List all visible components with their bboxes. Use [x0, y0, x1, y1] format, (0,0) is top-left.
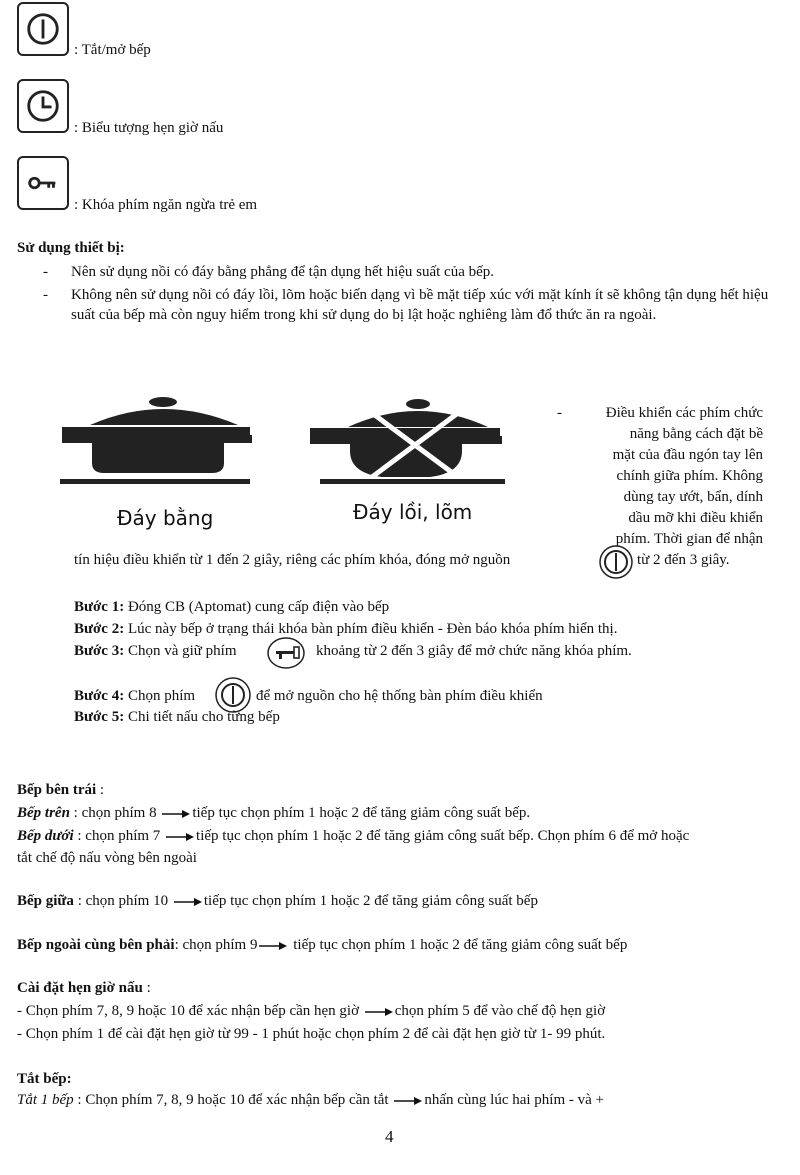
timer-heading: Cài đặt hẹn giờ nấu :	[17, 980, 151, 996]
timer-clock-icon	[24, 87, 62, 125]
curved-bottom-caption: Đáy lồi, lõm	[353, 500, 473, 524]
arrow-right-icon	[394, 1096, 422, 1106]
timer-key-box	[17, 79, 69, 133]
arrow-right-icon	[365, 1007, 393, 1017]
step-1: Bước 1: Đóng CB (Aptomat) cung cấp điện vào bếp	[74, 599, 390, 615]
bullet-dash: -	[43, 264, 48, 280]
left-burner-bottom-continued: tắt chế độ nấu vòng bên ngoài	[17, 850, 197, 866]
left-burner-top: Bếp trên : chọn phím 8 tiếp tục chọn phím 1 hoặc 2 để tăng giảm công suất bếp.	[17, 805, 531, 821]
middle-burner-line: Bếp giữa : chọn phím 10 tiếp tục chọn phím 1 hoặc 2 để tăng giảm công suất bếp	[17, 893, 538, 909]
step-4-continued: để mở nguồn cho hệ thống bàn phím điều khiển	[256, 688, 543, 704]
arrow-right-icon	[174, 897, 202, 907]
power-icon	[598, 544, 634, 580]
flat-bottom-caption: Đáy bằng	[117, 506, 214, 530]
step-2: Bước 2: Lúc này bếp ở trạng thái khóa bàn phím điều khiển - Đèn báo khóa phím hiển thị.	[74, 621, 618, 637]
left-burner-bottom: Bếp dưới : chọn phím 7 tiếp tục chọn phím 1 hoặc 2 để tăng giảm công suất bếp. Chọn phím 6 để mở hoặc	[17, 828, 690, 844]
power-icon	[24, 10, 62, 48]
arrow-right-icon	[166, 832, 194, 842]
arrow-right-icon	[259, 941, 287, 951]
control-column-line: phím. Thời gian để nhận	[615, 531, 763, 547]
step-3-continued: khoảng từ 2 đến 3 giây để mở chức năng khóa phím.	[316, 643, 632, 659]
timer-line-2: - Chọn phím 1 để cài đặt hẹn giờ từ 99 - 1 phút hoặc chọn phím 2 để cài đặt hẹn giờ từ 1- 99 phút.	[17, 1026, 606, 1042]
control-dash: -	[557, 405, 562, 421]
control-continuation-text: tín hiệu điều khiển từ 1 đến 2 giây, riêng các phím khóa, đóng mở nguồn	[74, 552, 511, 568]
control-column-line: chính giữa phím. Không	[616, 468, 763, 484]
step-5: Bước 5: Chi tiết nấu cho từng bếp	[74, 709, 280, 725]
flat-bottom-pot-illustration	[52, 395, 252, 490]
usage-bullet-2: Không nên sử dụng nồi có đáy lồi, lõm hoặc biến dạng vì bề mặt tiếp xúc với mặt kính ít sẽ không tận dụng hết hiệu suất của bếp mà còn nguy hiểm trong khi sử dụng do bị lật hoặc nghiêng làm đổ thức ăn ra ngoài.	[71, 287, 769, 323]
timer-line-1: - Chọn phím 7, 8, 9 hoặc 10 để xác nhận bếp cần hẹn giờ chọn phím 5 để vào chế độ hẹn giờ	[17, 1003, 606, 1019]
bullet-dash: -	[43, 287, 48, 303]
power-key-box	[17, 2, 69, 56]
step-4: Bước 4: Chọn phím	[74, 688, 196, 704]
control-continuation-end: từ 2 đến 3 giây.	[637, 552, 730, 568]
arrow-right-icon	[162, 809, 190, 819]
curved-bottom-pot-illustration	[300, 395, 505, 490]
key-lock-key-box	[17, 156, 69, 210]
page-number: 4	[385, 1127, 394, 1146]
control-column-line: năng bằng cách đặt bề	[629, 426, 763, 442]
control-column-line: dùng tay ướt, bẩn, dính	[623, 489, 763, 505]
timer-icon-label: : Biểu tượng hẹn giờ nấu	[74, 120, 224, 136]
usage-heading: Sử dụng thiết bị:	[17, 240, 125, 256]
key-lock-icon	[266, 636, 306, 670]
usage-bullet-1: Nên sử dụng nồi có đáy bằng phẳng để tận dụng hết hiệu suất của bếp.	[71, 264, 495, 280]
left-burner-heading: Bếp bên trái :	[17, 782, 105, 798]
off-heading: Tắt bếp:	[17, 1071, 72, 1087]
control-column-line: mặt của đầu ngón tay lên	[612, 447, 763, 463]
control-column-line: dầu mỡ khi điều khiển	[628, 510, 763, 526]
power-icon-label: : Tắt/mở bếp	[74, 42, 151, 58]
right-burner-line: Bếp ngoài cùng bên phải: chọn phím 9 tiếp tục chọn phím 1 hoặc 2 để tăng giảm công suất bếp	[17, 937, 628, 953]
key-lock-icon	[24, 164, 62, 202]
off-line: Tắt 1 bếp : Chọn phím 7, 8, 9 hoặc 10 để xác nhận bếp cần tắt nhấn cùng lúc hai phím - và +	[17, 1092, 605, 1108]
key-lock-icon-label: : Khóa phím ngăn ngừa trẻ em	[74, 197, 258, 213]
control-column-line: Điều khiển các phím chức	[605, 405, 763, 421]
step-3: Bước 3: Chọn và giữ phím	[74, 643, 237, 659]
